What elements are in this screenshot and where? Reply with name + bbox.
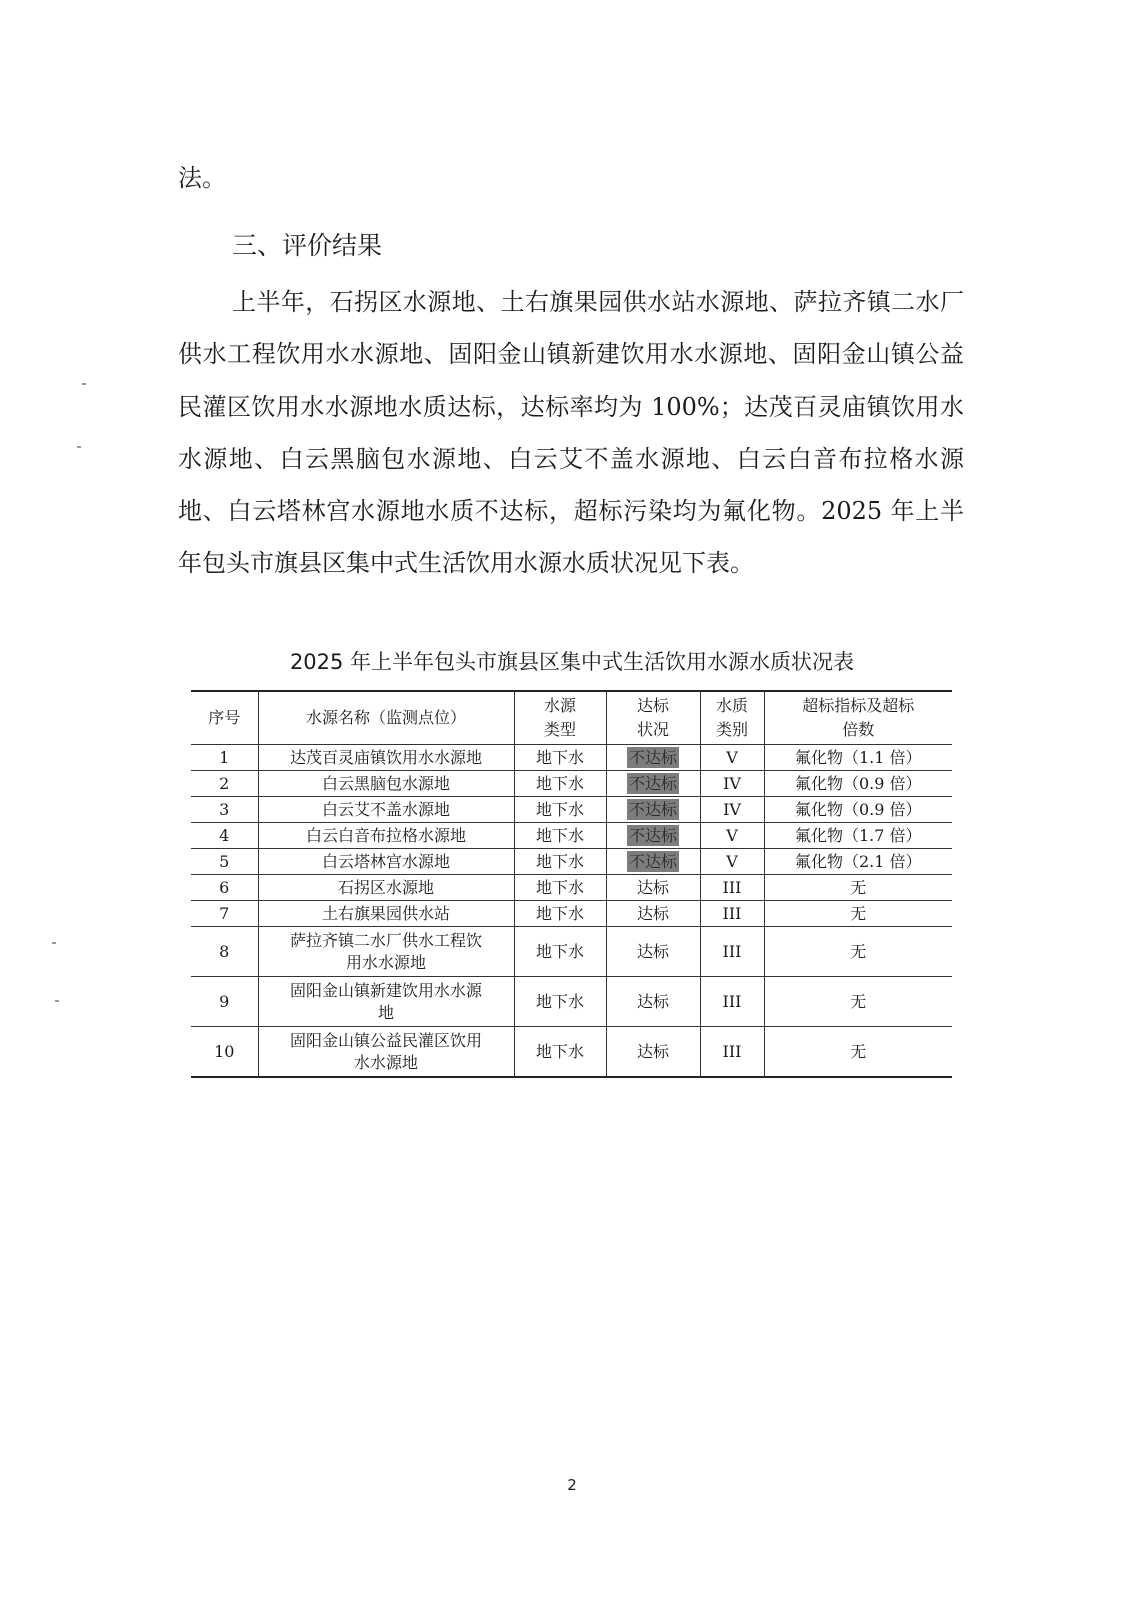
header-grade: 水质 类别 — [700, 691, 764, 745]
cell-type: 地下水 — [514, 977, 606, 1027]
page-number: 2 — [567, 1476, 577, 1494]
cell-index: 4 — [191, 823, 258, 849]
continued-text: 法。 — [178, 164, 226, 192]
cell-type: 地下水 — [514, 927, 606, 977]
cell-exceed: 氟化物（1.7 倍） — [764, 823, 952, 849]
cell-index: 7 — [191, 901, 258, 927]
status-badge: 不达标 — [628, 747, 677, 767]
cell-status: 达标 — [606, 875, 700, 901]
cell-type: 地下水 — [514, 797, 606, 823]
cell-grade: III — [700, 927, 764, 977]
cell-status: 达标 — [606, 901, 700, 927]
table-row — [191, 927, 952, 977]
evaluation-paragraph: 上半年，石拐区水源地、土右旗果园供水站水源地、萨拉齐镇二水厂供水工程饮用水水源地、固阳金山镇新建饮用水水源地、固阳金山镇公益民灌区饮用水水源地水质达标，达标率均为 100%；达茂百灵庙镇饮用水水源地、白云黑脑包水源地、白云艾不盖水源地、白云白音布拉格水源地、白云塔林宫水源地水质不达标，超标污染均为氟化物。2025 年上半年包头市旗县区集中式生活饮用水源水质状况见下表。 — [178, 288, 964, 578]
cell-grade: III — [700, 1027, 764, 1078]
cell-index: 6 — [191, 875, 258, 901]
cell-index: 3 — [191, 797, 258, 823]
cell-exceed: 氟化物（2.1 倍） — [764, 849, 952, 875]
cell-type: 地下水 — [514, 771, 606, 797]
header-exceed: 超标指标及超标 倍数 — [764, 691, 952, 745]
header-index: 序号 — [191, 691, 258, 745]
scan-speck — [77, 446, 81, 448]
cell-grade: V — [700, 745, 764, 771]
table-header-row — [191, 691, 952, 745]
cell-grade: III — [700, 977, 764, 1027]
table-row — [191, 745, 952, 771]
cell-status: 达标 — [606, 977, 700, 1027]
cell-name: 固阳金山镇新建饮用水水源 地 — [258, 977, 514, 1027]
cell-exceed: 无 — [764, 1027, 952, 1078]
cell-name: 土右旗果园供水站 — [258, 901, 514, 927]
cell-index: 9 — [191, 977, 258, 1027]
status-badge: 不达标 — [628, 773, 677, 793]
header-name: 水源名称（监测点位） — [258, 691, 514, 745]
cell-status — [606, 823, 700, 849]
cell-grade: IV — [700, 797, 764, 823]
cell-status: 达标 — [606, 1027, 700, 1078]
cell-exceed: 氟化物（0.9 倍） — [764, 771, 952, 797]
cell-exceed: 无 — [764, 901, 952, 927]
table-title: 2025 年上半年包头市旗县区集中式生活饮用水源水质状况表 — [289, 650, 855, 674]
cell-type: 地下水 — [514, 745, 606, 771]
cell-status — [606, 745, 700, 771]
cell-type: 地下水 — [514, 901, 606, 927]
cell-index: 10 — [191, 1027, 258, 1078]
cell-name: 白云黑脑包水源地 — [258, 771, 514, 797]
cell-index: 2 — [191, 771, 258, 797]
table-row — [191, 797, 952, 823]
water-quality-table — [191, 690, 952, 1078]
cell-index: 5 — [191, 849, 258, 875]
table-row — [191, 823, 952, 849]
cell-grade: III — [700, 901, 764, 927]
cell-grade: V — [700, 823, 764, 849]
cell-grade: III — [700, 875, 764, 901]
scan-speck — [55, 1000, 59, 1002]
cell-name: 萨拉齐镇二水厂供水工程饮 用水水源地 — [258, 927, 514, 977]
cell-type: 地下水 — [514, 849, 606, 875]
cell-type: 地下水 — [514, 823, 606, 849]
cell-type: 地下水 — [514, 1027, 606, 1078]
cell-exceed: 无 — [764, 927, 952, 977]
cell-name: 白云艾不盖水源地 — [258, 797, 514, 823]
status-badge: 不达标 — [628, 825, 677, 845]
table-row — [191, 1027, 952, 1078]
cell-exceed: 氟化物（0.9 倍） — [764, 797, 952, 823]
cell-index: 1 — [191, 745, 258, 771]
cell-name: 固阳金山镇公益民灌区饮用 水水源地 — [258, 1027, 514, 1078]
scan-speck — [82, 383, 86, 385]
table-row — [191, 849, 952, 875]
status-badge: 不达标 — [628, 799, 677, 819]
scan-speck — [52, 942, 56, 944]
table-row — [191, 771, 952, 797]
cell-name: 达茂百灵庙镇饮用水水源地 — [258, 745, 514, 771]
table-row — [191, 977, 952, 1027]
cell-name: 石拐区水源地 — [258, 875, 514, 901]
section-heading: 三、评价结果 — [232, 231, 383, 260]
table-row — [191, 901, 952, 927]
status-badge: 不达标 — [628, 851, 677, 871]
cell-status — [606, 797, 700, 823]
cell-exceed: 无 — [764, 875, 952, 901]
cell-grade: V — [700, 849, 764, 875]
cell-status: 达标 — [606, 927, 700, 977]
cell-name: 白云塔林宫水源地 — [258, 849, 514, 875]
header-status: 达标 状况 — [606, 691, 700, 745]
table-row — [191, 875, 952, 901]
cell-grade: IV — [700, 771, 764, 797]
cell-index: 8 — [191, 927, 258, 977]
cell-status — [606, 771, 700, 797]
cell-type: 地下水 — [514, 875, 606, 901]
cell-exceed: 氟化物（1.1 倍） — [764, 745, 952, 771]
header-type: 水源 类型 — [514, 691, 606, 745]
cell-exceed: 无 — [764, 977, 952, 1027]
cell-name: 白云白音布拉格水源地 — [258, 823, 514, 849]
cell-status — [606, 849, 700, 875]
